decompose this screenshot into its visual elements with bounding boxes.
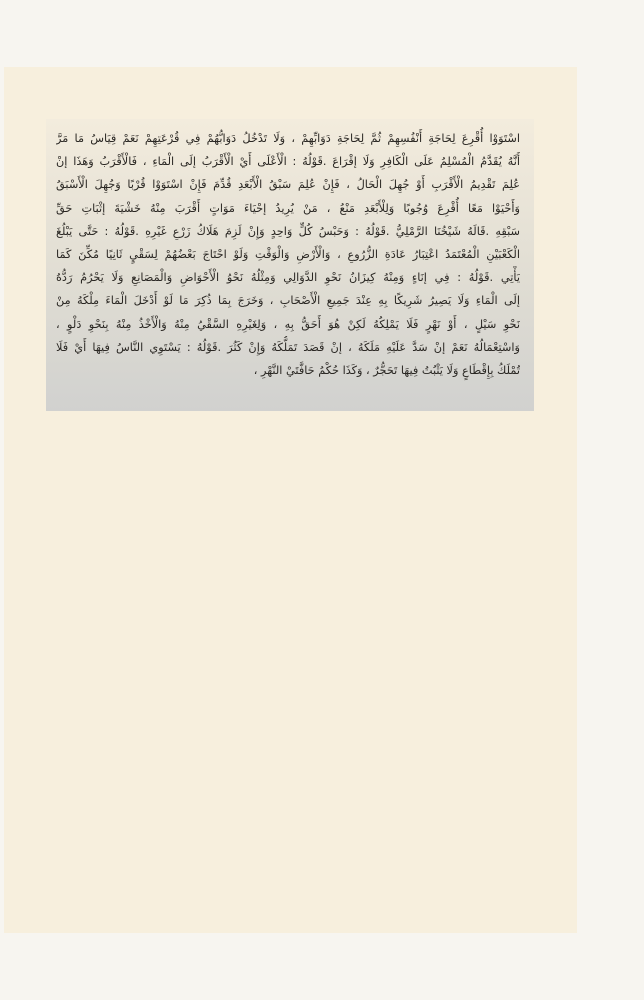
text-line: نَحْوِ سَيْلٍ ، أَوْ نَهْرٍ فَلَا يَمْلِكُهُ لَكِنْ هُوَ أَحَقُّ بِهِ ، وَلِغَيْرِهِ السَّقْيُ مِنْهُ وَالْأَخْذُ مِنْهُ بِنَحْوِ دَلْوٍ ،: [56, 317, 520, 331]
text-line: يَأْتِي .قَوْلُهُ : فِي إنَاءٍ وَمِنْهُ كِيزَانُ نَحْوِ الدَّوَالِي وَمِثْلُهُ نَحْوُ الْأَحْوَاضِ وَالْمَصَانِعِ وَلَا يَحْرُمُ رَدُّهُ: [56, 271, 520, 285]
book-page: [4, 67, 577, 933]
text-line: عُلِمَ تَقْدِيمُ الْأَقْرَبِ أَوْ جُهِلَ الْحَالُ ، فَإِنْ عُلِمَ سَبْقُ الْأَبْعَدِ قُدِّمَ فَإِنْ اسْتَوَوْا قُرْبًا وَجُهِلَ الْأَسْبَقُ: [56, 178, 520, 192]
text-line: سَبْقِهِ .قَالَهُ شَيْخُنَا الرَّمْلِيُّ .قَوْلُهُ : وَحَبْسُ كُلٍّ وَاحِدٍ وَإِنْ لَزِمَ هَلَاكُ زَرْعِ غَيْرِهِ .قَوْلُهُ : حَتَّى يَبْلُغَ: [56, 224, 520, 238]
text-block: [46, 119, 534, 411]
text-line: أَنَّهُ يُقَدَّمُ الْمُسْلِمُ عَلَى الْكَافِرِ وَلَا إقْرَاعَ .قَوْلُهُ : الْأَعْلَى أَيْ الْأَقْرَبُ إلَى الْمَاءِ ، فَالْأَقْرَبُ وَهَذَا إنْ: [56, 155, 520, 169]
text-line: إلَى الْمَاءِ وَلَا يَصِيرُ شَرِيكًا بِهِ عِنْدَ جَمِيعِ الْأَصْحَابِ ، وَخَرَجَ بِمَا ذُكِرَ مَا لَوْ أَدْخَلَ الْمَاءَ مِلْكَهُ مِنْ: [56, 294, 520, 308]
text-line: الْكَعْبَيْنِ الْمُعْتَمَدُ اعْتِبَارُ عَادَةِ الزُّرُوعِ ، وَالْأَرْضِ وَالْوَقْتِ وَلَوْ احْتَاجَ بَعْضُهُمْ لِسَقْيٍ ثَانِيًا مُكِّنَ كَمَا: [56, 247, 520, 261]
text-line: تُمْلَكُ بِإِقْطَاعٍ وَلَا يَثْبُتُ فِيهَا تَحَجُّرٌ ، وَكَذَا حُكْمُ حَافَّتَيْ النَّهْرِ ،: [253, 363, 520, 377]
text-line: وَاسْتِعْمَالُهُ نَعَمْ إنْ سَدَّ عَلَيْهِ مَلَكَهُ ، إنْ قَصَدَ تَمَلُّكَهُ وَإِنْ كَثُرَ .قَوْلُهُ : يَسْتَوِي النَّاسُ فِيهَا أَيْ فَلَا: [56, 340, 520, 354]
text-line: اسْتَوَوْا أُقْرِعَ لِحَاجَةِ أَنْفُسِهِمْ ثُمَّ لِحَاجَةِ دَوَابِّهِمْ ، وَلَا تَدْخُلُ دَوَابُّهُمْ فِي قُرْعَتِهِمْ نَعَمْ قِيَاسُ مَا مَرَّ: [56, 132, 520, 145]
text-line: وَأَحْيَوْا مَعًا أُقْرِعَ وُجُوبًا وَلِلْأَبْعَدِ مَنْعُ ، مَنْ يُرِيدُ إحْيَاءَ مَوَاتٍ أَقْرَبَ مِنْهُ خَشْيَةَ إثْبَاتِ حَقِّ: [56, 201, 520, 215]
